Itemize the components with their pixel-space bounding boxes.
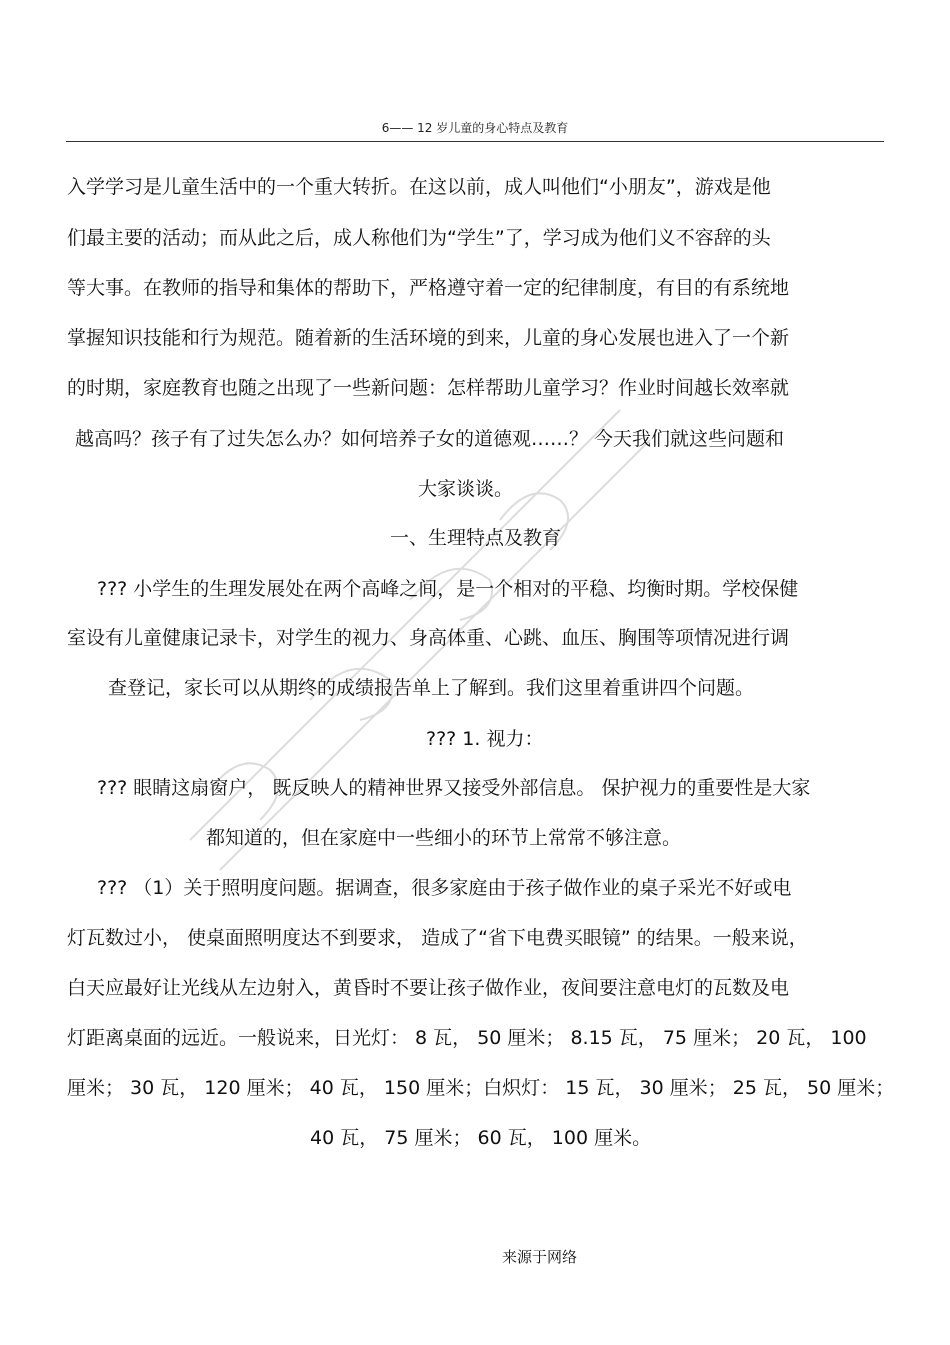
paragraph-line: 白天应最好让光线从左边射入，黄昏时不要让孩子做作业，夜间要注意电灯的瓦数及电: [67, 977, 790, 999]
paragraph-line: 灯瓦数过小， 使桌面照明度达不到要求， 造成了“省下电费买眼镜” 的结果。一般来说，: [67, 927, 808, 949]
subsection-heading: ??? 1. 视力：: [426, 728, 544, 750]
paragraph-line: 室设有儿童健康记录卡，对学生的视力、身高体重、心跳、血压、胸围等项情况进行调: [67, 627, 790, 649]
paragraph-line: ??? 小学生的生理发展处在两个高峰之间，是一个相对的平稳、均衡时期。学校保健: [97, 578, 799, 600]
paragraph-line: 掌握知识技能和行为规范。随着新的生活环境的到来，儿童的身心发展也进入了一个新: [67, 327, 790, 349]
header-divider: [66, 141, 884, 142]
paragraph-line: ??? 眼睛这扇窗户， 既反映人的精神世界又接受外部信息。 保护视力的重要性是大家: [97, 777, 811, 799]
running-header: 6—— 12 岁儿童的身心特点及教育: [381, 121, 569, 135]
paragraph-line: 等大事。在教师的指导和集体的帮助下，严格遵守着一定的纪律制度，有目的有系统地: [67, 277, 790, 299]
paragraph-line: 都知道的，但在家庭中一些细小的环节上常常不够注意。: [206, 827, 682, 849]
paragraph-line: 入学学习是儿童生活中的一个重大转折。在这以前，成人叫他们“小朋友”，游戏是他: [67, 176, 771, 198]
paragraph-line: 40 瓦， 75 厘米； 60 瓦， 100 厘米。: [310, 1127, 652, 1149]
paragraph-line: 越高吗？孩子有了过失怎么办？如何培养子女的道德观……？ 今天我们就这些问题和: [75, 428, 785, 450]
paragraph-line: 厘米； 30 瓦， 120 厘米； 40 瓦， 150 厘米；白炽灯： 15 瓦， 30 厘米； 25 瓦， 50 厘米；: [67, 1077, 895, 1099]
paragraph-line: 查登记，家长可以从期终的成绩报告单上了解到。我们这里着重讲四个问题。: [108, 677, 755, 699]
paragraph-line: ??? （1）关于照明度问题。据调查，很多家庭由于孩子做作业的桌子采光不好或电: [97, 877, 792, 899]
footer-source: 来源于网络: [502, 1248, 578, 1266]
paragraph-line: 灯距离桌面的远近。一般说来，日光灯： 8 瓦， 50 厘米； 8.15 瓦， 75 厘米； 20 瓦， 100: [67, 1027, 867, 1049]
paragraph-line: 大家谈谈。: [418, 478, 514, 500]
section-heading: 一、生理特点及教育: [390, 527, 562, 549]
paragraph-line: 的时期，家庭教育也随之出现了一些新问题：怎样帮助儿童学习？作业时间越长效率就: [67, 377, 790, 399]
paragraph-line: 们最主要的活动；而从此之后，成人称他们为“学生”了，学习成为他们义不容辞的头: [67, 227, 771, 249]
